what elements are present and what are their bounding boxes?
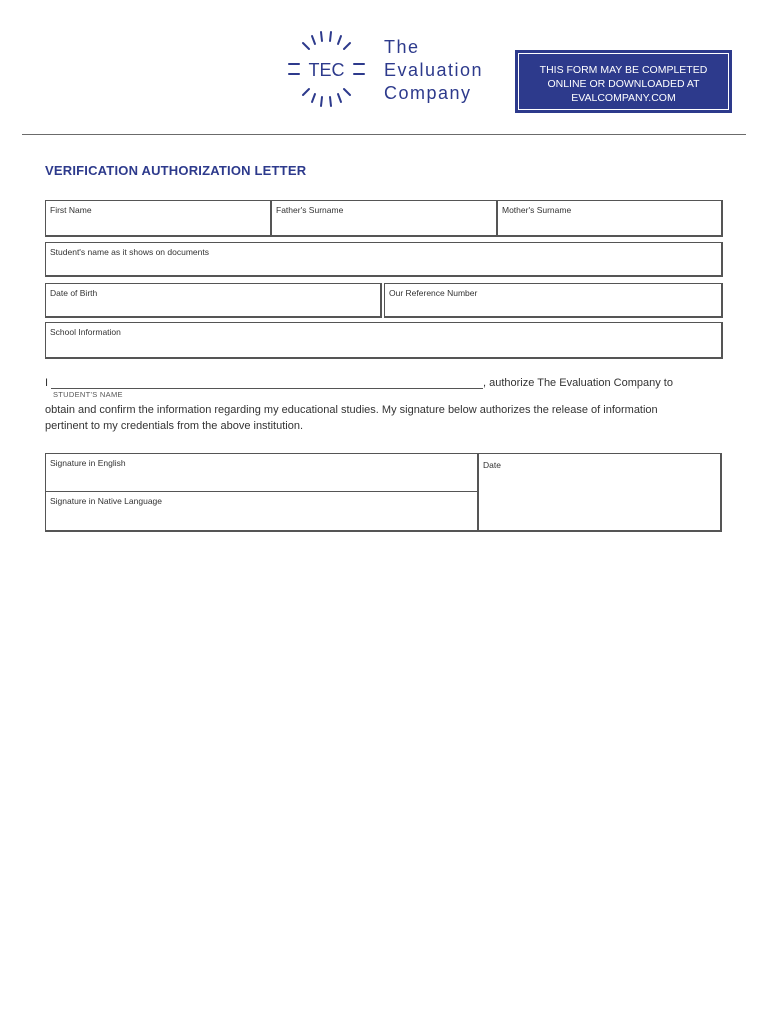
mothers-surname-label: Mother's Surname: [502, 205, 572, 215]
company-name-line: Company: [384, 83, 472, 103]
fathers-surname-label: Father's Surname: [276, 205, 344, 215]
company-name: [384, 36, 483, 105]
authorization-paragraph: [45, 402, 725, 434]
reference-number-field[interactable]: [384, 283, 723, 318]
date-label: Date: [483, 460, 501, 470]
school-information-field[interactable]: [45, 322, 723, 359]
signature-english-field[interactable]: [45, 453, 479, 493]
authorization-suffix: , authorize The Evaluation Company to: [483, 377, 673, 389]
school-information-label: School Information: [50, 327, 121, 337]
date-field[interactable]: [478, 453, 722, 532]
signature-english-label: Signature in English: [50, 458, 126, 468]
notice-text: [518, 53, 729, 110]
first-name-label: First Name: [50, 205, 92, 215]
header-divider: [22, 134, 746, 135]
authorization-prefix: I: [45, 377, 49, 389]
company-logo: [284, 28, 504, 114]
date-of-birth-label: Date of Birth: [50, 288, 98, 298]
student-name-caption: STUDENT'S NAME: [53, 390, 123, 399]
student-name-input-line[interactable]: [51, 388, 483, 389]
fathers-surname-field[interactable]: [271, 200, 498, 237]
reference-number-label: Our Reference Number: [389, 288, 478, 298]
form-title: VERIFICATION AUTHORIZATION LETTER: [45, 163, 307, 178]
first-name-field[interactable]: [45, 200, 272, 237]
student-name-documents-field[interactable]: [45, 242, 723, 277]
company-name-line: Evaluation: [384, 60, 484, 80]
notice-line: EVALCOMPANY.COM: [571, 92, 676, 104]
paragraph-line: pertinent to my credentials from the above institution.: [45, 420, 304, 432]
signature-native-label: Signature in Native Language: [50, 496, 162, 506]
notice-line: ONLINE OR DOWNLOADED AT: [547, 78, 700, 90]
student-name-documents-label: Student's name as it shows on documents: [50, 247, 209, 257]
signature-native-field[interactable]: [45, 491, 479, 532]
online-form-notice: [515, 50, 732, 113]
sunburst-logo-icon: [284, 28, 374, 114]
date-of-birth-field[interactable]: [45, 283, 382, 318]
paragraph-line: obtain and confirm the information regarding my educational studies. My signature below authorizes the release of information: [45, 404, 658, 416]
mothers-surname-field[interactable]: [497, 200, 723, 237]
notice-line: THIS FORM MAY BE COMPLETED: [539, 64, 708, 76]
company-name-line: The: [384, 37, 420, 57]
logo-acronym: TEC: [308, 60, 345, 80]
